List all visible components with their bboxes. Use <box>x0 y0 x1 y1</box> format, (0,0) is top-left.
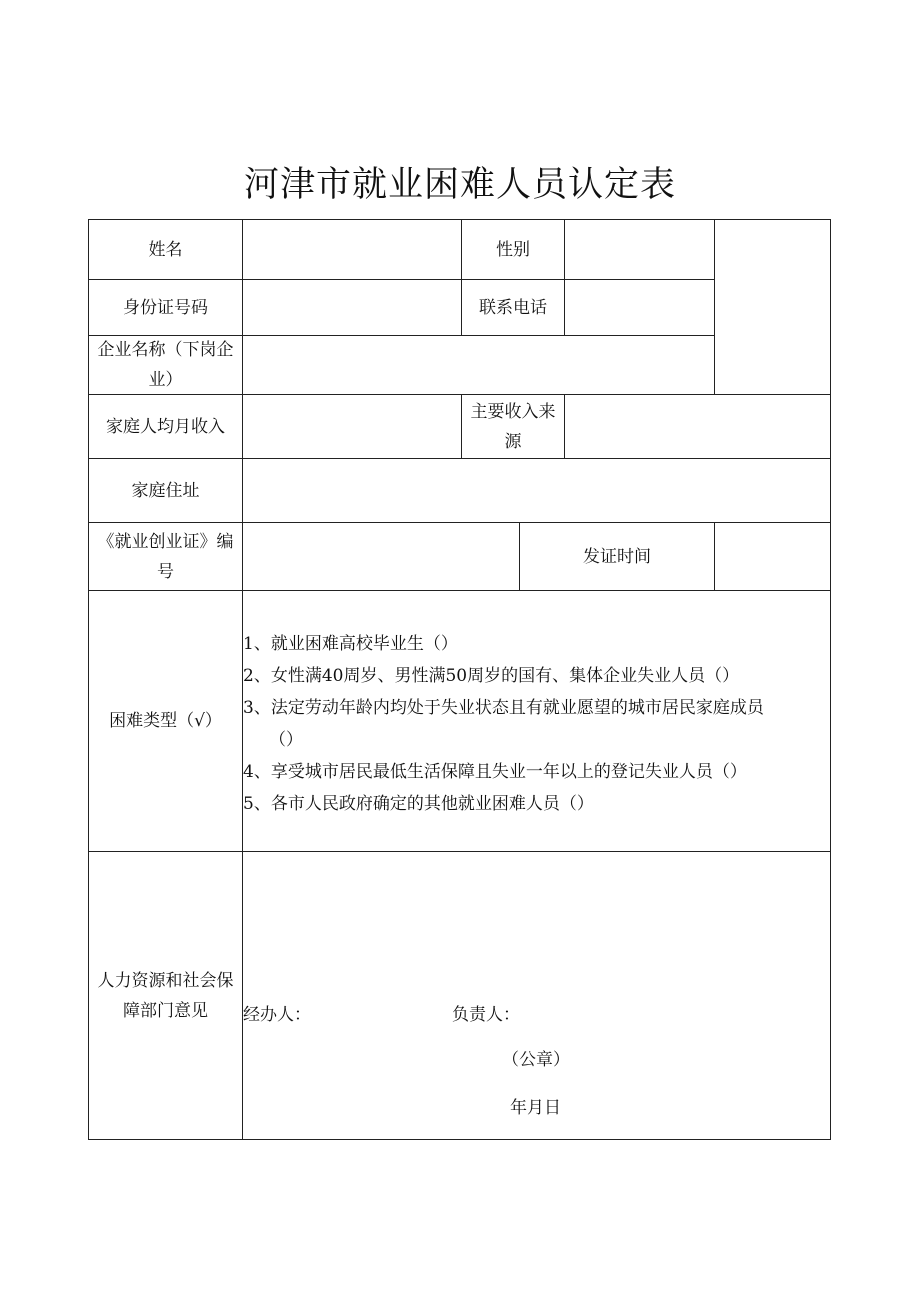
leader-label: 负责人： <box>452 1005 520 1025</box>
name-label: 姓名 <box>148 239 183 260</box>
id-number-label: 身份证号码 <box>123 297 208 318</box>
income-source-field[interactable] <box>565 395 830 458</box>
gender-field[interactable] <box>565 220 714 279</box>
page-title: 河津市就业困难人员认定表 <box>243 165 676 205</box>
phone-field[interactable] <box>565 280 714 335</box>
difficulty-type-item[interactable]: 1、就业困难高校毕业生（） <box>243 634 458 654</box>
difficulty-type-list <box>243 628 828 820</box>
address-label: 家庭住址 <box>131 480 200 501</box>
issue-date-field[interactable] <box>715 523 830 590</box>
company-label: 企业名称（下岗企业） <box>97 340 234 390</box>
seal-label: （公章） <box>502 1050 570 1070</box>
id-number-field[interactable] <box>243 280 461 335</box>
issue-date-label: 发证时间 <box>583 546 651 567</box>
income-field[interactable] <box>243 395 461 458</box>
cert-number-label: 《就业创业证》编号 <box>97 531 234 582</box>
difficulty-type-label: 困难类型（√） <box>109 711 222 731</box>
address-field[interactable] <box>243 459 830 522</box>
company-field[interactable] <box>243 336 714 394</box>
gender-label: 性别 <box>496 239 530 260</box>
difficulty-type-item[interactable]: 2、女性满40周岁、男性满50周岁的国有、集体企业失业人员（） <box>243 666 740 686</box>
handler-label: 经办人： <box>243 1005 311 1025</box>
photo-box <box>715 220 830 394</box>
phone-label: 联系电话 <box>479 297 547 318</box>
opinion-label: 人力资源和社会保障部门意见 <box>97 970 234 1021</box>
income-source-label: 主要收入来源 <box>470 401 556 452</box>
difficulty-type-item[interactable]: 4、享受城市居民最低生活保障且失业一年以上的登记失业人员（） <box>243 762 747 782</box>
income-label: 家庭人均月收入 <box>106 416 225 437</box>
cert-number-field[interactable] <box>243 523 519 590</box>
date-label: 年月日 <box>510 1098 561 1118</box>
difficulty-type-item-continued[interactable]: （） <box>269 730 303 750</box>
name-field[interactable] <box>243 220 461 279</box>
difficulty-type-item[interactable]: 3、法定劳动年龄内均处于失业状态且有就业愿望的城市居民家庭成员 <box>243 698 764 718</box>
difficulty-type-item[interactable]: 5、各市人民政府确定的其他就业困难人员（） <box>243 794 594 814</box>
